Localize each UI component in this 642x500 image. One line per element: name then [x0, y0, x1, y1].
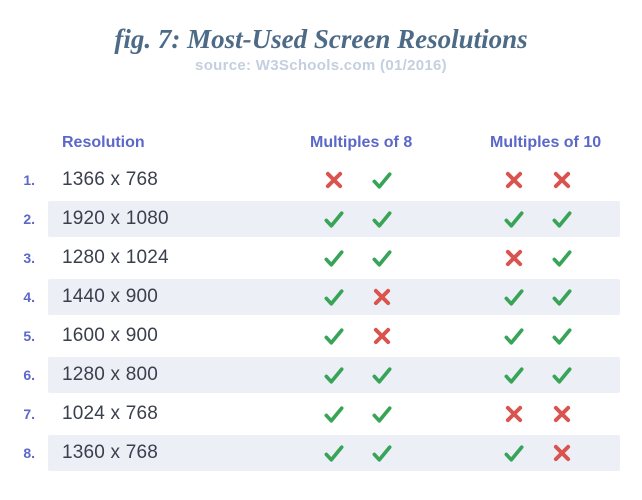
- multiple-of-8-height-mark: [358, 444, 406, 463]
- column-header-multiples-of-8: Multiples of 8: [310, 133, 413, 151]
- resolution-value: 1360 x 768: [62, 442, 159, 463]
- multiple-of-10-width-mark: [490, 288, 538, 307]
- cross-icon: [505, 171, 523, 189]
- row-rank: 5.: [23, 328, 35, 344]
- resolution-value: 1280 x 800: [62, 364, 159, 385]
- check-icon: [371, 405, 393, 424]
- table-row: [0, 240, 620, 276]
- check-icon: [371, 366, 393, 385]
- table-header-row: [0, 132, 620, 153]
- multiple-of-10-height-mark: [538, 210, 586, 229]
- multiple-of-10-height-mark: [538, 327, 586, 346]
- figure-title: fig. 7: Most-Used Screen Resolutions: [114, 24, 528, 54]
- resolution-value: 1920 x 1080: [62, 208, 169, 229]
- multiple-of-8-height-mark: [358, 210, 406, 229]
- multiple-of-10-height-mark: [538, 288, 586, 307]
- table-row: [0, 357, 620, 393]
- multiple-of-8-height-mark: [358, 405, 406, 424]
- check-icon: [371, 249, 393, 268]
- check-icon: [503, 366, 525, 385]
- multiple-of-10-height-mark: [538, 366, 586, 385]
- cross-icon: [505, 249, 523, 267]
- cross-icon: [553, 444, 571, 462]
- row-rank: 7.: [23, 406, 35, 422]
- cross-icon: [373, 327, 391, 345]
- table-row: [0, 201, 620, 237]
- resolution-value: 1024 x 768: [62, 403, 159, 424]
- multiple-of-8-width-mark: [310, 366, 358, 385]
- table-row: [0, 318, 620, 354]
- check-icon: [323, 366, 345, 385]
- check-icon: [551, 366, 573, 385]
- resolution-value: 1600 x 900: [62, 325, 159, 346]
- multiple-of-8-height-mark: [358, 366, 406, 385]
- check-icon: [503, 327, 525, 346]
- multiple-of-8-width-mark: [310, 288, 358, 307]
- column-header-multiples-of-10: Multiples of 10: [490, 133, 602, 151]
- cross-icon: [325, 171, 343, 189]
- check-icon: [551, 327, 573, 346]
- resolution-value: 1366 x 768: [62, 169, 159, 190]
- check-icon: [323, 327, 345, 346]
- table-row: [0, 435, 620, 471]
- multiple-of-8-width-mark: [310, 327, 358, 346]
- multiple-of-10-height-mark: [538, 405, 586, 423]
- multiple-of-8-width-mark: [310, 171, 358, 189]
- multiple-of-10-width-mark: [490, 210, 538, 229]
- multiple-of-8-height-mark: [358, 327, 406, 345]
- check-icon: [551, 249, 573, 268]
- multiple-of-10-width-mark: [490, 366, 538, 385]
- multiple-of-8-height-mark: [358, 288, 406, 306]
- check-icon: [323, 288, 345, 307]
- check-icon: [503, 210, 525, 229]
- check-icon: [551, 210, 573, 229]
- row-rank: 8.: [23, 445, 35, 461]
- check-icon: [371, 444, 393, 463]
- check-icon: [323, 249, 345, 268]
- resolutions-table: [0, 132, 642, 471]
- multiple-of-10-width-mark: [490, 249, 538, 267]
- cross-icon: [373, 288, 391, 306]
- multiple-of-8-width-mark: [310, 405, 358, 424]
- check-icon: [323, 444, 345, 463]
- column-header-resolution: Resolution: [62, 133, 145, 151]
- row-rank: 1.: [23, 172, 35, 188]
- resolution-value: 1440 x 900: [62, 286, 159, 307]
- multiple-of-8-height-mark: [358, 171, 406, 190]
- multiple-of-10-width-mark: [490, 327, 538, 346]
- check-icon: [323, 210, 345, 229]
- multiple-of-8-height-mark: [358, 249, 406, 268]
- row-rank: 2.: [23, 211, 35, 227]
- table-header-body: [48, 132, 620, 153]
- multiple-of-8-width-mark: [310, 249, 358, 268]
- row-rank: 6.: [23, 367, 35, 383]
- figure-source-subtitle: source: W3Schools.com (01/2016): [195, 57, 447, 74]
- multiple-of-10-width-mark: [490, 171, 538, 189]
- cross-icon: [553, 405, 571, 423]
- cross-icon: [505, 405, 523, 423]
- multiple-of-10-height-mark: [538, 444, 586, 462]
- resolution-value: 1280 x 1024: [62, 247, 169, 268]
- table-row: [0, 396, 620, 432]
- check-icon: [503, 288, 525, 307]
- row-rank: 3.: [23, 250, 35, 266]
- check-icon: [323, 405, 345, 424]
- multiple-of-10-height-mark: [538, 171, 586, 189]
- row-rank: 4.: [23, 289, 35, 305]
- cross-icon: [553, 171, 571, 189]
- multiple-of-8-width-mark: [310, 210, 358, 229]
- multiple-of-10-height-mark: [538, 249, 586, 268]
- check-icon: [503, 444, 525, 463]
- table-row: [0, 162, 620, 198]
- multiple-of-10-width-mark: [490, 405, 538, 423]
- multiple-of-8-width-mark: [310, 444, 358, 463]
- table-row: [0, 279, 620, 315]
- multiple-of-10-width-mark: [490, 444, 538, 463]
- check-icon: [371, 210, 393, 229]
- check-icon: [551, 288, 573, 307]
- check-icon: [371, 171, 393, 190]
